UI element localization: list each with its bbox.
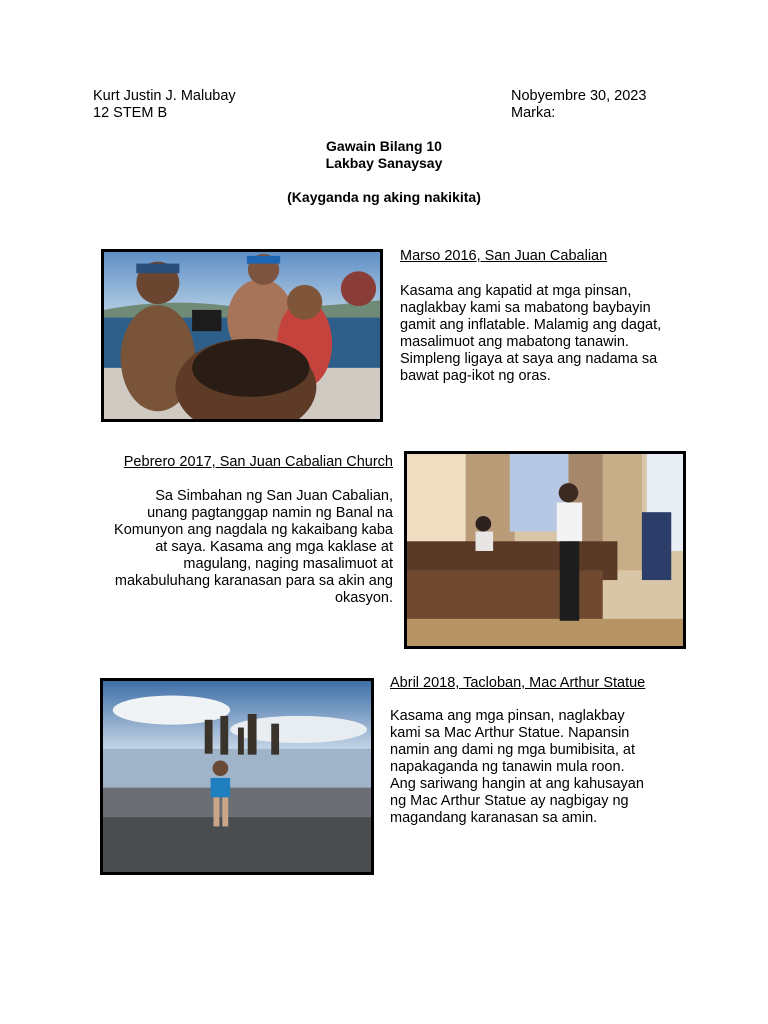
text-line: Sa Simbahan ng San Juan Cabalian, xyxy=(155,488,393,504)
grade-label: Marka: xyxy=(511,105,556,121)
entry-caption-1: Marso 2016, San Juan Cabalian xyxy=(400,248,608,264)
entry-text-2 xyxy=(80,488,393,607)
entry-caption-3: Abril 2018, Tacloban, Mac Arthur Statue xyxy=(390,675,646,691)
text-line: bawat pag-ikot ng oras. xyxy=(400,368,551,384)
document-date: Nobyembre 30, 2023 xyxy=(511,88,647,104)
text-line: magulang, naging masalimuot at xyxy=(183,556,393,572)
entry-caption-2: Pebrero 2017, San Juan Cabalian Church xyxy=(123,454,393,470)
entry-text-1 xyxy=(400,283,700,385)
text-line: magandang karanasan sa amin. xyxy=(390,810,598,826)
photo-macarthur-statue xyxy=(100,678,374,875)
student-section: 12 STEM B xyxy=(93,105,168,121)
photo-church-communion xyxy=(404,451,686,649)
text-line: napakaganda ng tanawin mula roon. xyxy=(390,759,625,775)
entry-text-3 xyxy=(390,708,690,827)
text-line: naglakbay kami sa mabatong baybayin xyxy=(400,300,651,316)
text-line: Ang sariwang hangin at ang kahusayan xyxy=(390,776,644,792)
text-line: makabuluhang karanasan para sa akin ang xyxy=(114,573,393,589)
essay-type-title: Lakbay Sanaysay xyxy=(325,155,443,171)
text-line: Komunyon ang nagdala ng kakaibang kaba xyxy=(114,522,393,538)
text-line: Kasama ang kapatid at mga pinsan, xyxy=(400,283,632,299)
text-line: gamit ang inflatable. Malamig ang dagat, xyxy=(400,317,662,333)
photo-beach-children xyxy=(101,249,383,422)
essay-subtitle: (Kayganda ng aking nakikita) xyxy=(287,189,481,205)
text-line: unang pagtanggap namin ng Banal na xyxy=(147,505,393,521)
text-line: at saya. Kasama ang mga kaklase at xyxy=(155,539,393,555)
text-line: Kasama ang mga pinsan, naglakbay xyxy=(390,708,625,724)
text-line: Simpleng ligaya at saya ang nadama sa xyxy=(400,351,658,367)
student-name: Kurt Justin J. Malubay xyxy=(93,88,236,104)
text-line: kami sa Mac Arthur Statue. Napansin xyxy=(390,725,630,741)
text-line: masalimuot ang mabatong tanawin. xyxy=(400,334,629,350)
text-line: okasyon. xyxy=(334,590,393,606)
activity-title: Gawain Bilang 10 xyxy=(326,138,442,154)
text-line: namin ang dami ng mga bumibisita, at xyxy=(390,742,636,758)
text-line: ng Mac Arthur Statue ay nagbigay ng xyxy=(390,793,629,809)
